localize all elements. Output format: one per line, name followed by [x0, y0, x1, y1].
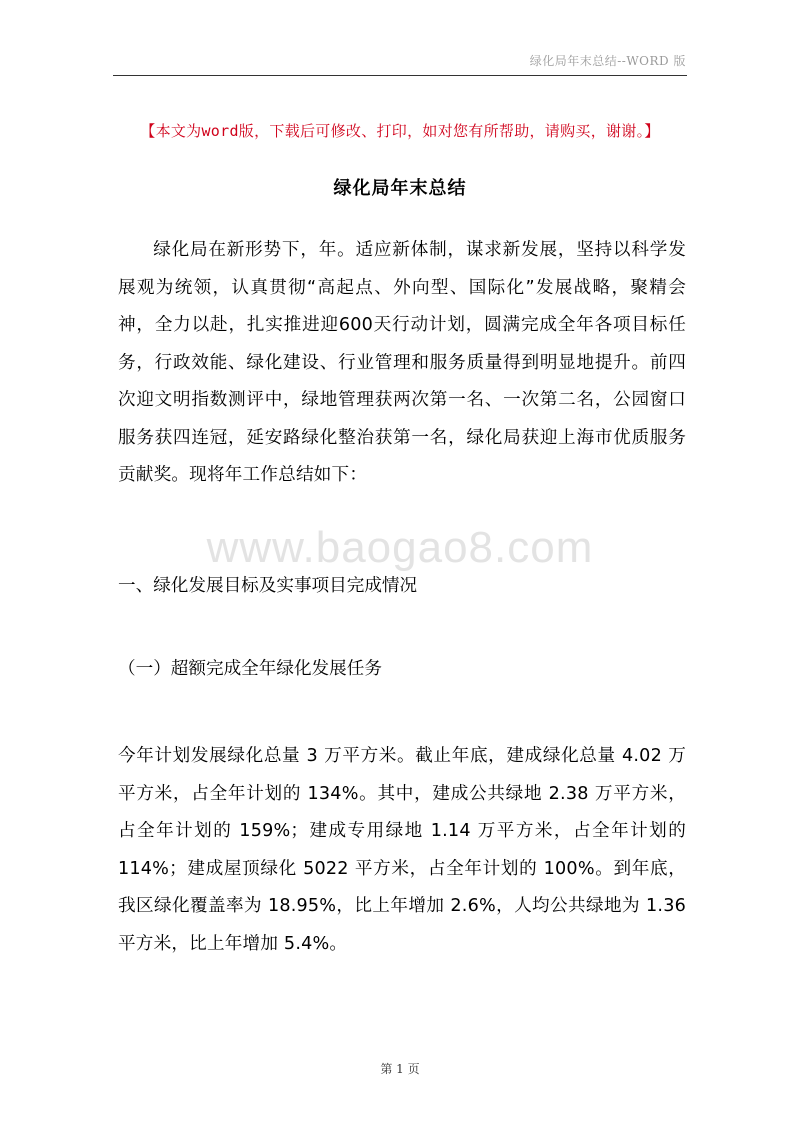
- subsection-heading: （一）超额完成全年绿化发展任务: [118, 659, 382, 679]
- header-rule: [113, 75, 687, 76]
- intro-paragraph: 绿化局在新形势下，年。适应新体制，谋求新发展，坚持以科学发展观为统领，认真贯彻“高起点、外向型、国际化”发展战略，聚精会神，全力以赴，扎实推进迎600天行动计划，圆满完成全年各项目标任务，行政效能、绿化建设、行业管理和服务质量得到明显地提升。前四次迎文明指数测评中，绿地管理获两次第一名、一次第二名，公园窗口服务获四连冠，延安路绿化整治获第一名，绿化局获迎上海市优质服务贡献奖。现将年工作总结如下：: [118, 240, 686, 485]
- page-number: 第 1 页: [380, 1062, 420, 1076]
- document-title: 绿化局年末总结: [333, 178, 467, 199]
- download-notice: 【本文为word版，下载后可修改、打印，如对您有所帮助，请购买，谢谢。】: [140, 122, 660, 140]
- section-heading: 一、绿化发展目标及实事项目完成情况: [118, 576, 418, 596]
- running-header: 绿化局年末总结--WORD 版: [529, 54, 686, 68]
- watermark: www.baogao8.com: [206, 523, 594, 572]
- body-paragraph: 今年计划发展绿化总量 3 万平方米。截止年底，建成绿化总量 4.02 万平方米，占全年计划的 134%。其中，建成公共绿地 2.38 万平方米，占全年计划的 159%；建成专用绿地 1.14 万平方米，占全年计划的 114%；建成屋顶绿化 5022 平方米，占全年计划的 100%。到年底，我区绿化覆盖率为 18.95%，比上年增加 2.6%，人均公共绿地为 1.36 平方米，比上年增加 5.4%。: [118, 746, 686, 954]
